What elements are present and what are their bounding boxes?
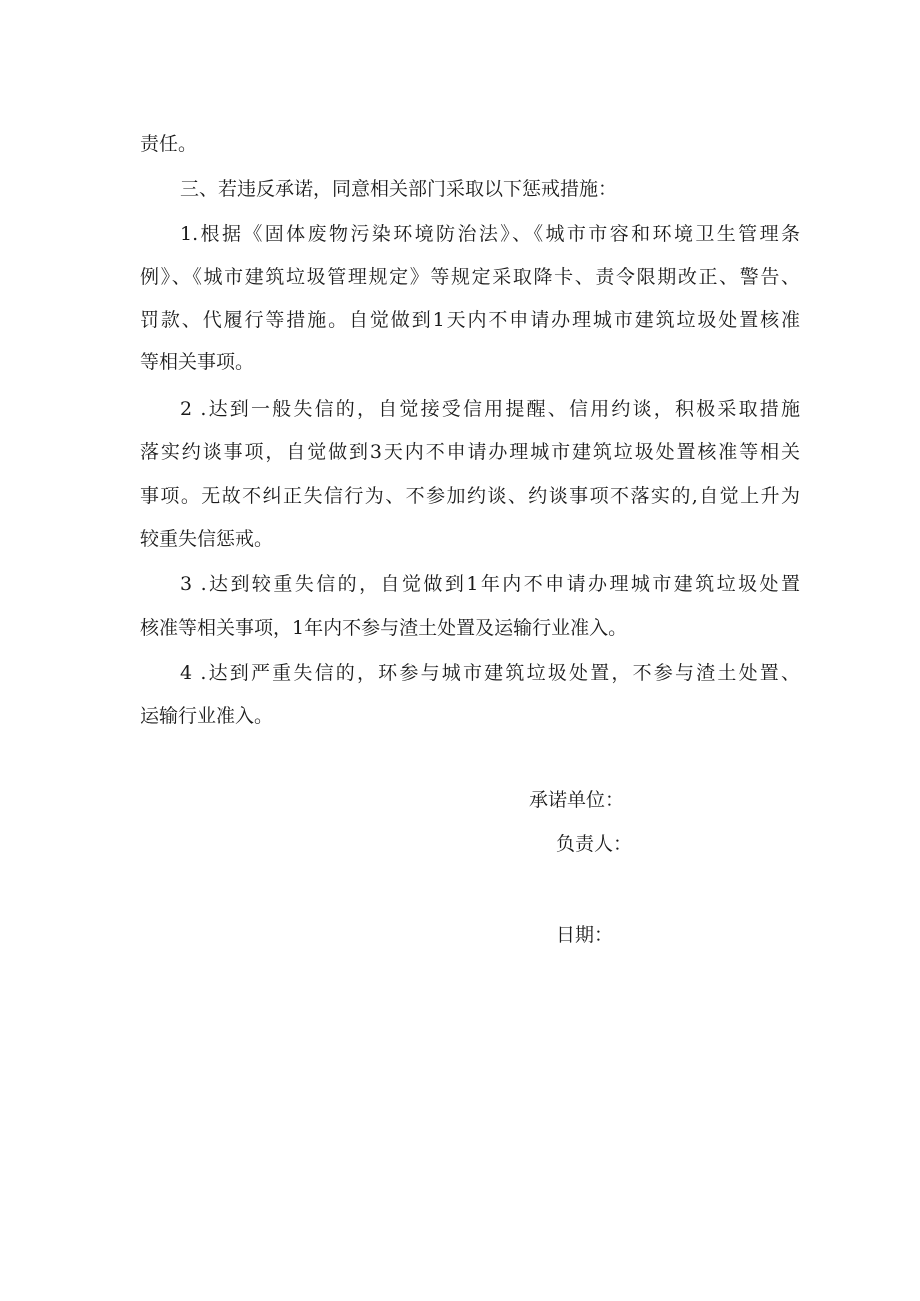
paragraph-line: 落实约谈事项，自觉做到3天内不申请办理城市建筑垃圾处置核准等相关	[140, 441, 800, 463]
section-heading: 三、若违反承诺，同意相关部门采取以下惩戒措施：	[180, 178, 618, 200]
paragraph-line: 事项。无故不纠正失信行为、不参加约谈、约谈事项不落实的,自觉上升为	[140, 485, 800, 507]
paragraph-line: 较重失信惩戒。	[140, 528, 274, 550]
paragraph-line: 4 .达到严重失信的，环参与城市建筑垃圾处置，不参与渣土处置、	[180, 662, 800, 684]
paragraph-line: 责任。	[140, 133, 198, 155]
paragraph-line: 罚款、代履行等措施。自觉做到1天内不申请办理城市建筑垃圾处置核准	[140, 309, 800, 331]
paragraph-line: 例》、《城市建筑垃圾管理规定》等规定采取降卡、责令限期改正、警告、	[140, 266, 800, 288]
paragraph-line: 3 .达到较重失信的，自觉做到1年内不申请办理城市建筑垃圾处置	[180, 573, 800, 595]
signature-date-label: 日期：	[556, 924, 614, 946]
paragraph-line: 核准等相关事项，1年内不参与渣土处置及运输行业准入。	[140, 617, 628, 639]
signature-person-label: 负责人：	[556, 833, 633, 855]
signature-unit-label: 承诺单位：	[529, 789, 625, 811]
paragraph-line: 2 .达到一般失信的，自觉接受信用提醒、信用约谈，积极采取措施	[180, 398, 800, 420]
paragraph-line: 等相关事项。	[140, 351, 255, 373]
paragraph-line: 1.根据《固体废物污染环境防治法》、《城市市容和环境卫生管理条	[180, 223, 800, 245]
paragraph-line: 运输行业准入。	[140, 705, 274, 727]
